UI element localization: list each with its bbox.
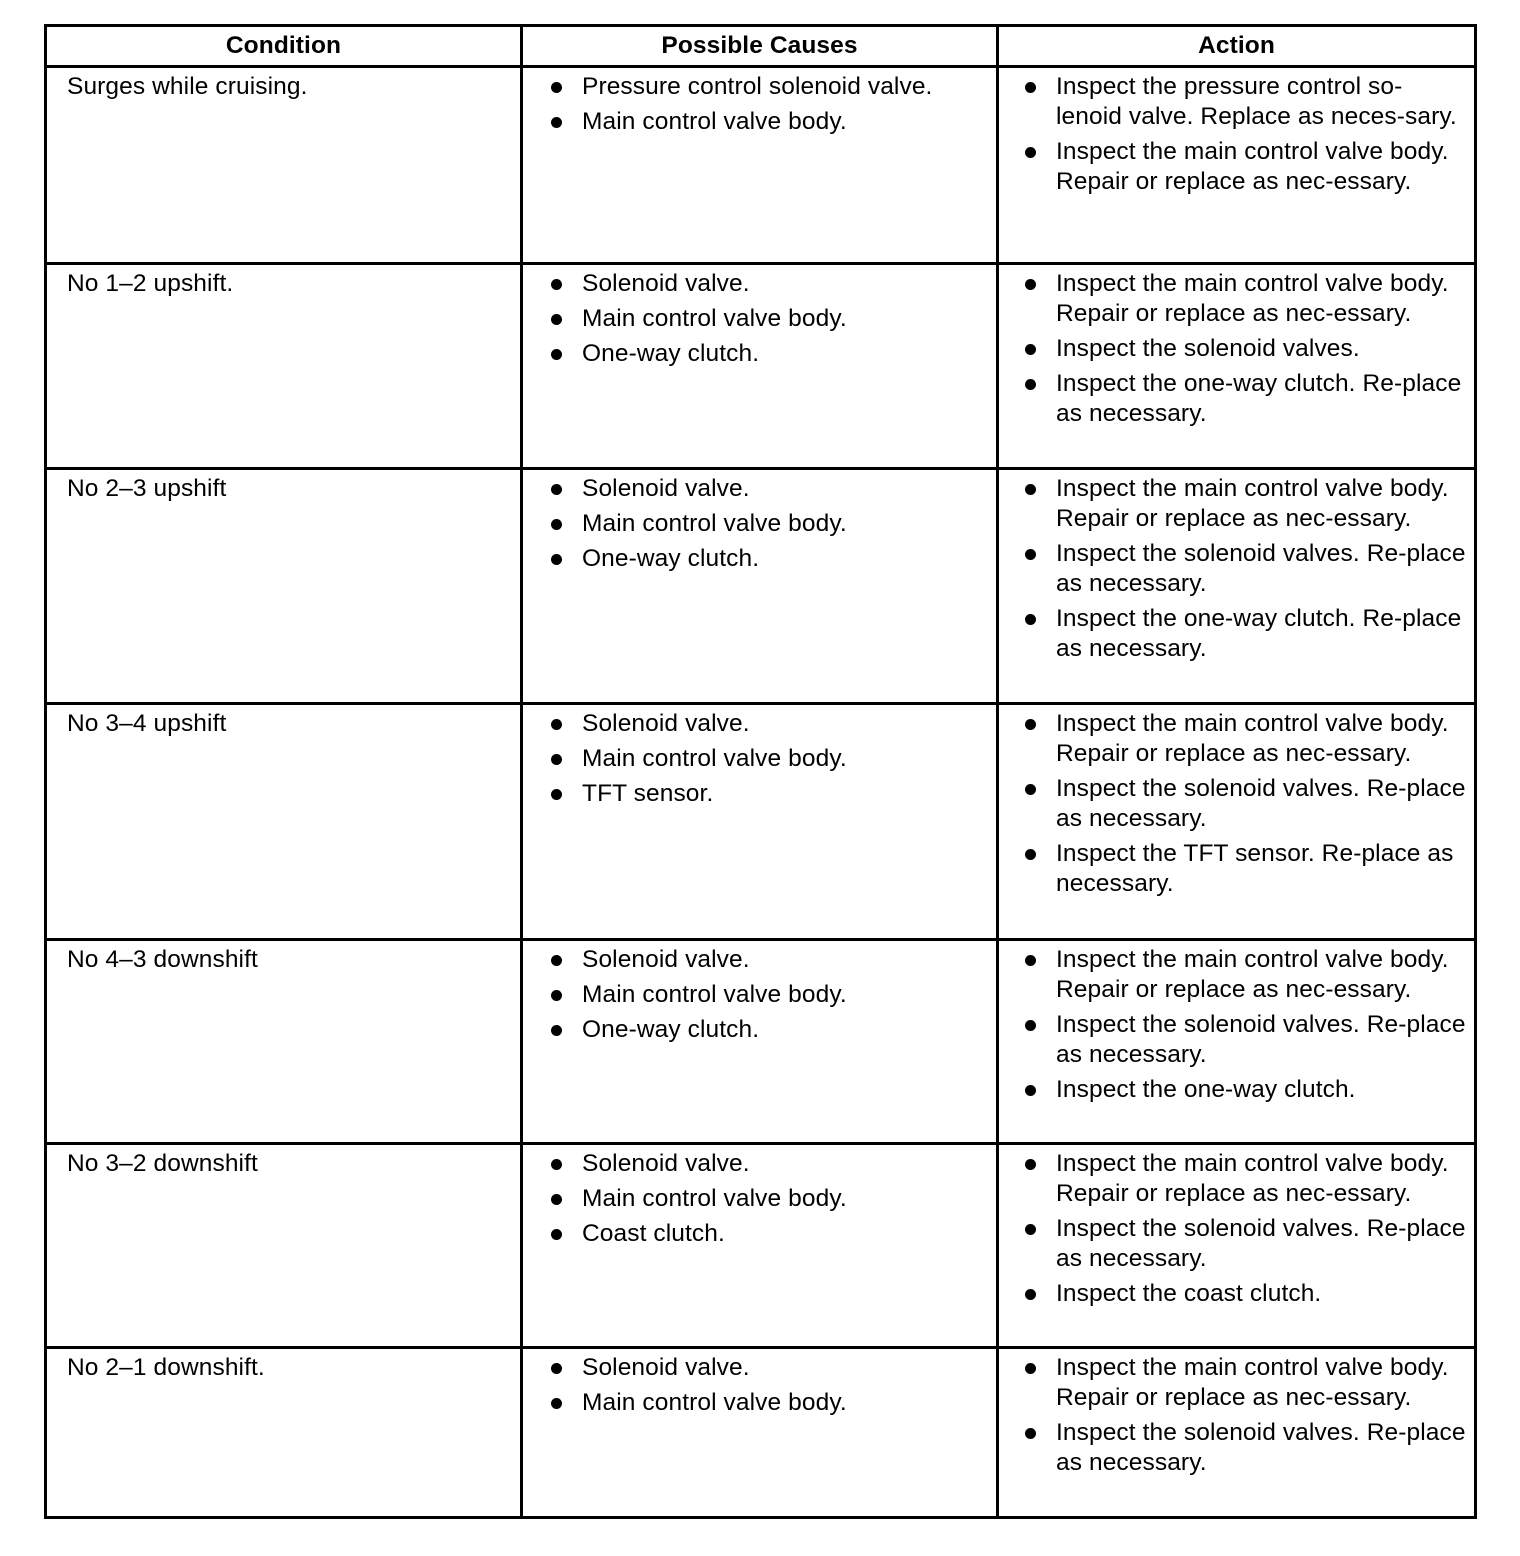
action-item: Inspect the one-way clutch. — [1025, 1075, 1466, 1105]
cause-item: Solenoid valve. — [551, 474, 986, 504]
cause-item: Main control valve body. — [551, 744, 986, 774]
condition-cell: Surges while cruising. — [46, 67, 522, 264]
cause-item: One-way clutch. — [551, 339, 986, 369]
action-item: Inspect the coast clutch. — [1025, 1279, 1466, 1309]
condition-cell: No 3–4 upshift — [46, 704, 522, 940]
action-item: Inspect the main control valve body. Repair or replace as nec-essary. — [1025, 137, 1466, 197]
table-row — [46, 1144, 1476, 1348]
table-row — [46, 264, 1476, 469]
cause-item: Main control valve body. — [551, 107, 986, 137]
action-item: Inspect the main control valve body. Repair or replace as nec-essary. — [1025, 1149, 1466, 1209]
actions-list — [1025, 72, 1466, 197]
action-item: Inspect the main control valve body. Repair or replace as nec-essary. — [1025, 269, 1466, 329]
causes-list — [551, 269, 986, 369]
condition-cell: No 4–3 downshift — [46, 940, 522, 1144]
causes-cell — [522, 469, 998, 704]
action-item: Inspect the solenoid valves. — [1025, 334, 1466, 364]
causes-list — [551, 1149, 986, 1249]
actions-list — [1025, 945, 1466, 1105]
actions-list — [1025, 269, 1466, 429]
causes-cell — [522, 264, 998, 469]
actions-list — [1025, 1353, 1466, 1478]
cause-item: Solenoid valve. — [551, 1149, 986, 1179]
causes-list — [551, 474, 986, 574]
cause-item: Solenoid valve. — [551, 269, 986, 299]
condition-cell: No 3–2 downshift — [46, 1144, 522, 1348]
action-cell — [998, 704, 1476, 940]
table-row — [46, 940, 1476, 1144]
causes-cell — [522, 940, 998, 1144]
causes-cell — [522, 1348, 998, 1518]
table-row — [46, 469, 1476, 704]
cause-item: Main control valve body. — [551, 509, 986, 539]
cause-item: Main control valve body. — [551, 1388, 986, 1418]
table-row — [46, 704, 1476, 940]
action-item: Inspect the solenoid valves. Re-place as necessary. — [1025, 539, 1466, 599]
cause-item: Coast clutch. — [551, 1219, 986, 1249]
causes-list — [551, 72, 986, 137]
diagnosis-table — [44, 24, 1477, 1519]
action-cell — [998, 264, 1476, 469]
causes-list — [551, 709, 986, 809]
action-item: Inspect the one-way clutch. Re-place as necessary. — [1025, 604, 1466, 664]
causes-list — [551, 1353, 986, 1418]
cause-item: One-way clutch. — [551, 1015, 986, 1045]
table-body — [46, 67, 1476, 1518]
actions-list — [1025, 709, 1466, 899]
causes-cell — [522, 1144, 998, 1348]
action-item: Inspect the solenoid valves. Re-place as necessary. — [1025, 1010, 1466, 1070]
cause-item: TFT sensor. — [551, 779, 986, 809]
header-possible-causes: Possible Causes — [522, 26, 998, 67]
action-item: Inspect the main control valve body. Repair or replace as nec-essary. — [1025, 474, 1466, 534]
cause-item: Main control valve body. — [551, 980, 986, 1010]
action-item: Inspect the main control valve body. Repair or replace as nec-essary. — [1025, 945, 1466, 1005]
action-item: Inspect the TFT sensor. Re-place as necessary. — [1025, 839, 1466, 899]
condition-cell: No 2–3 upshift — [46, 469, 522, 704]
condition-cell: No 1–2 upshift. — [46, 264, 522, 469]
cause-item: Main control valve body. — [551, 304, 986, 334]
action-cell — [998, 940, 1476, 1144]
action-item: Inspect the pressure control so-lenoid valve. Replace as neces-sary. — [1025, 72, 1466, 132]
actions-list — [1025, 474, 1466, 664]
cause-item: Solenoid valve. — [551, 1353, 986, 1383]
table-row — [46, 67, 1476, 264]
actions-list — [1025, 1149, 1466, 1309]
action-cell — [998, 67, 1476, 264]
action-item: Inspect the one-way clutch. Re-place as necessary. — [1025, 369, 1466, 429]
cause-item: Solenoid valve. — [551, 945, 986, 975]
action-item: Inspect the main control valve body. Repair or replace as nec-essary. — [1025, 709, 1466, 769]
action-item: Inspect the solenoid valves. Re-place as necessary. — [1025, 774, 1466, 834]
cause-item: One-way clutch. — [551, 544, 986, 574]
header-condition: Condition — [46, 26, 522, 67]
header-row — [46, 26, 1476, 67]
causes-list — [551, 945, 986, 1045]
condition-cell: No 2–1 downshift. — [46, 1348, 522, 1518]
action-item: Inspect the solenoid valves. Re-place as necessary. — [1025, 1418, 1466, 1478]
action-cell — [998, 469, 1476, 704]
table-header — [46, 26, 1476, 67]
table-row — [46, 1348, 1476, 1518]
causes-cell — [522, 67, 998, 264]
cause-item: Solenoid valve. — [551, 709, 986, 739]
header-action: Action — [998, 26, 1476, 67]
cause-item: Main control valve body. — [551, 1184, 986, 1214]
action-cell — [998, 1144, 1476, 1348]
action-cell — [998, 1348, 1476, 1518]
causes-cell — [522, 704, 998, 940]
cause-item: Pressure control solenoid valve. — [551, 72, 986, 102]
action-item: Inspect the main control valve body. Repair or replace as nec-essary. — [1025, 1353, 1466, 1413]
action-item: Inspect the solenoid valves. Re-place as necessary. — [1025, 1214, 1466, 1274]
